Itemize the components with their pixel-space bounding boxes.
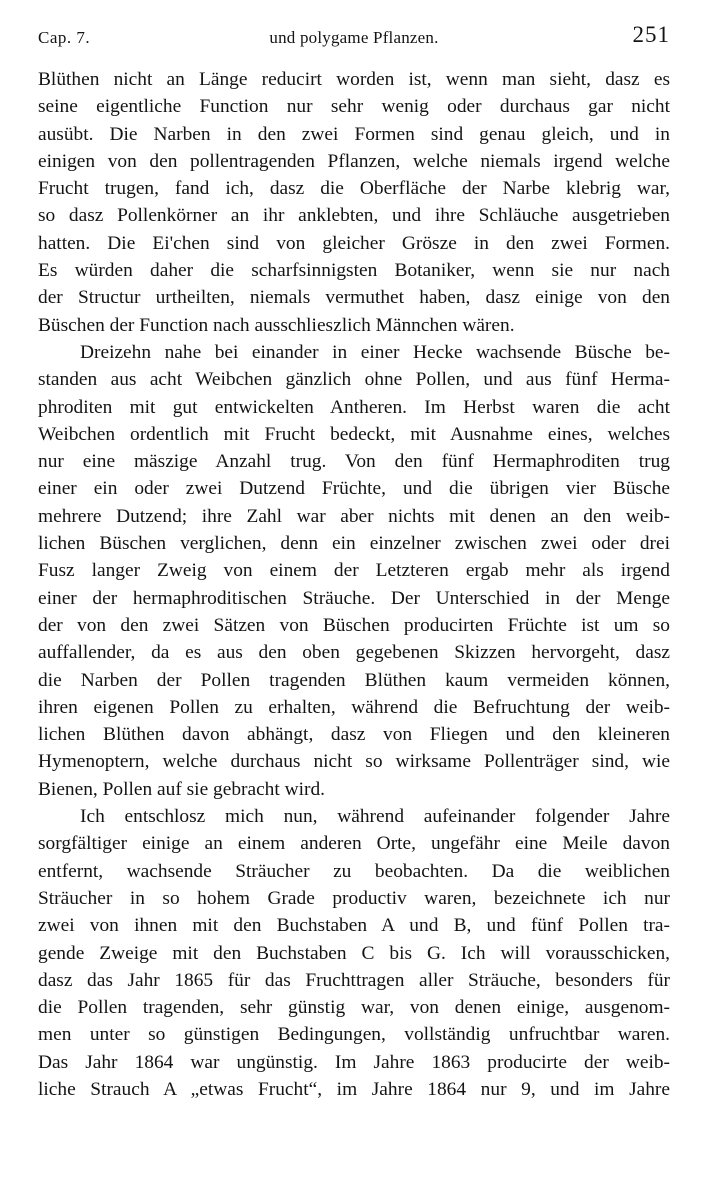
text-line: ihren eigenen Pollen zu erhalten, während die Befruchtung der weib- bbox=[38, 696, 670, 718]
text-line: entfernt, wachsende Sträucher zu beobachten. Da die weiblichen bbox=[38, 860, 670, 882]
text-line: die Pollen tragenden, sehr günstig war, von denen einige, ausgenom- bbox=[38, 997, 670, 1019]
paragraph-start-line: Dreizehn nahe bei einander in einer Hecke wachsende Büsche be- bbox=[80, 341, 670, 363]
text-line: mehrere Dutzend; ihre Zahl war aber nichts mit denen an den weib- bbox=[38, 505, 670, 527]
text-line: einer der hermaphroditischen Sträuche. Der Unterschied in der Menge bbox=[38, 587, 670, 609]
paragraph-start-line: Ich entschlosz mich nun, während aufeinander folgender Jahre bbox=[80, 806, 670, 828]
text-line: auffallender, da es aus den oben gegebenen Skizzen hervorgeht, dasz bbox=[38, 642, 670, 664]
text-line: Fusz langer Zweig von einem der Letzteren ergab mehr als irgend bbox=[38, 560, 670, 582]
text-line: hatten. Die Ei'chen sind von gleicher Grösze in den zwei Formen. bbox=[38, 232, 670, 254]
text-line: einigen von den pollentragenden Pflanzen, welche niemals irgend welche bbox=[38, 150, 670, 172]
text-line: Das Jahr 1864 war ungünstig. Im Jahre 1863 producirte der weib- bbox=[38, 1051, 670, 1073]
text-line: der von den zwei Sätzen von Büschen producirten Früchte ist um so bbox=[38, 614, 670, 636]
running-title: und polygame Pflanzen. bbox=[269, 28, 439, 47]
text-line: lichen Büschen verglichen, denn ein einzelner zwischen zwei oder drei bbox=[38, 533, 670, 555]
chapter-label: Cap. 7. bbox=[38, 28, 91, 47]
text-line: dasz das Jahr 1865 für das Fruchttragen aller Sträuche, besonders für bbox=[38, 969, 670, 991]
page-number: 251 bbox=[632, 22, 670, 47]
text-line: zwei von ihnen mit den Buchstaben A und B, und fünf Pollen tra- bbox=[38, 915, 670, 937]
text-line: der Structur urtheilten, niemals vermuthet haben, dasz einige von den bbox=[38, 287, 670, 309]
text-line: Es würden daher die scharfsinnigsten Botaniker, wenn sie nur nach bbox=[38, 260, 670, 282]
body-text bbox=[38, 66, 670, 1103]
running-head bbox=[38, 22, 670, 56]
text-line: die Narben der Pollen tragenden Blüthen kaum vermeiden können, bbox=[38, 669, 670, 691]
text-line: einer ein oder zwei Dutzend Früchte, und die übrigen vier Büsche bbox=[38, 478, 670, 500]
text-line: Hymenoptern, welche durchaus nicht so wirksame Pollenträger sind, wie bbox=[38, 751, 670, 773]
text-line: phroditen mit gut entwickelten Antheren. Im Herbst waren die acht bbox=[38, 396, 670, 418]
text-line: standen aus acht Weibchen gänzlich ohne Pollen, und aus fünf Herma- bbox=[38, 369, 670, 391]
text-line: Sträucher in so hohem Grade productiv waren, bezeichnete ich nur bbox=[38, 887, 670, 909]
text-line: Bienen, Pollen auf sie gebracht wird. bbox=[38, 778, 326, 800]
text-line: Büschen der Function nach ausschlieszlich Männchen wären. bbox=[38, 314, 515, 336]
text-line: men unter so günstigen Bedingungen, vollständig unfruchtbar waren. bbox=[38, 1024, 670, 1046]
text-line: Frucht trugen, fand ich, dasz die Oberfläche der Narbe klebrig war, bbox=[38, 178, 670, 200]
text-line: Blüthen nicht an Länge reducirt worden ist, wenn man sieht, dasz es bbox=[38, 69, 670, 90]
text-line: so dasz Pollenkörner an ihr anklebten, und ihre Schläuche ausgetrieben bbox=[38, 205, 670, 227]
text-line: Weibchen ordentlich mit Frucht bedeckt, mit Ausnahme eines, welches bbox=[38, 423, 670, 445]
text-line: ausübt. Die Narben in den zwei Formen sind genau gleich, und in bbox=[38, 123, 670, 145]
text-line: seine eigentliche Function nur sehr wenig oder durchaus gar nicht bbox=[38, 96, 670, 118]
text-line: liche Strauch A „etwas Frucht“, im Jahre 1864 nur 9, und im Jahre bbox=[38, 1078, 670, 1100]
text-line: nur eine mäszige Anzahl trug. Von den fünf Hermaphroditen trug bbox=[38, 451, 670, 473]
text-line: gende Zweige mit den Buchstaben C bis G. Ich will vorausschicken, bbox=[38, 942, 670, 964]
text-line: sorgfältiger einige an einem anderen Orte, ungefähr eine Meile davon bbox=[38, 833, 670, 855]
text-line: lichen Blüthen davon abhängt, dasz von Fliegen und den kleineren bbox=[38, 724, 670, 746]
